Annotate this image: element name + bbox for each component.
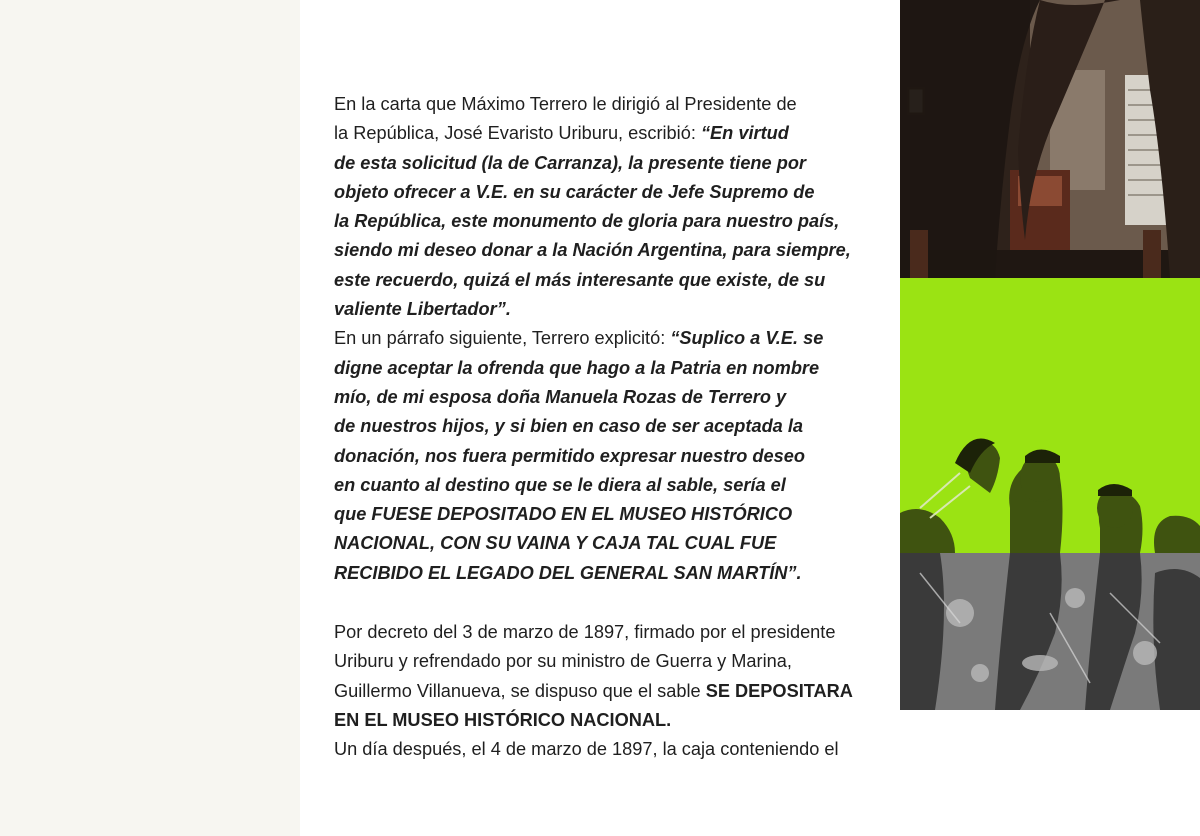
emphasis-line: EN EL MUSEO HISTÓRICO NACIONAL.	[334, 709, 672, 730]
text-line: Por decreto del 3 de marzo de 1897, firmado por el presidente	[334, 622, 836, 643]
image-strip	[900, 0, 1200, 836]
quote-line: la República, este monumento de gloria para nuestro país,	[334, 211, 840, 232]
emphasis-text: SE DEPOSITARA	[705, 680, 853, 701]
quote-text: “En virtud	[700, 123, 789, 144]
quote-line: digne aceptar la ofrenda que hago a la Patria en nombre	[334, 357, 820, 378]
text-line: En un párrafo siguiente, Terrero explicitó: “Suplico a V.E. se	[334, 328, 824, 349]
strip-blank	[900, 710, 1200, 836]
quote-line: RECIBIDO EL LEGADO DEL GENERAL SAN MARTÍN”.	[334, 562, 802, 583]
text-line: Un día después, el 4 de marzo de 1897, la caja conteniendo el	[334, 739, 839, 760]
text-line: la República, José Evaristo Uriburu, escribió: “En virtud	[334, 123, 789, 144]
room-photo	[900, 0, 1200, 278]
quote-line: donación, nos fuera permitido expresar nuestro deseo	[334, 445, 805, 466]
quote-line: valiente Libertador”.	[334, 299, 511, 320]
quote-text: “Suplico a V.E. se	[670, 328, 824, 349]
quote-line: objeto ofrecer a V.E. en su carácter de Jefe Supremo de	[334, 181, 815, 202]
text-line: En la carta que Máximo Terrero le dirigió al Presidente de	[334, 94, 797, 114]
text-line: Uriburu y refrendado por su ministro de Guerra y Marina,	[334, 651, 792, 672]
text-line: Guillermo Villanueva, se dispuso que el sable SE DEPOSITARA	[334, 680, 853, 701]
quote-line: este recuerdo, quizá el más interesante que existe, de su	[334, 269, 826, 290]
quote-line: siendo mi deseo donar a la Nación Argentina, para siempre,	[334, 240, 851, 261]
soldiers-illustration	[900, 278, 1200, 553]
quote-line: mío, de mi esposa doña Manuela Rozas de Terrero y	[334, 386, 787, 407]
quote-line: NACIONAL, CON SU VAINA Y CAJA TAL CUAL FUE	[334, 533, 777, 554]
quote-line: que FUESE DEPOSITADO EN EL MUSEO HISTÓRICO	[334, 504, 793, 525]
cavalry-illustration	[900, 553, 1200, 710]
gray-photo-block	[900, 553, 1200, 710]
page-margin	[0, 0, 300, 836]
green-accent-block	[900, 278, 1200, 553]
quote-line: de esta solicitud (la de Carranza), la presente tiene por	[334, 152, 807, 173]
quote-line: en cuanto al destino que se le diera al sable, sería el	[334, 474, 786, 495]
body-text	[334, 90, 864, 765]
quote-line: de nuestros hijos, y si bien en caso de ser aceptada la	[334, 416, 804, 437]
room-illustration	[900, 0, 1200, 278]
